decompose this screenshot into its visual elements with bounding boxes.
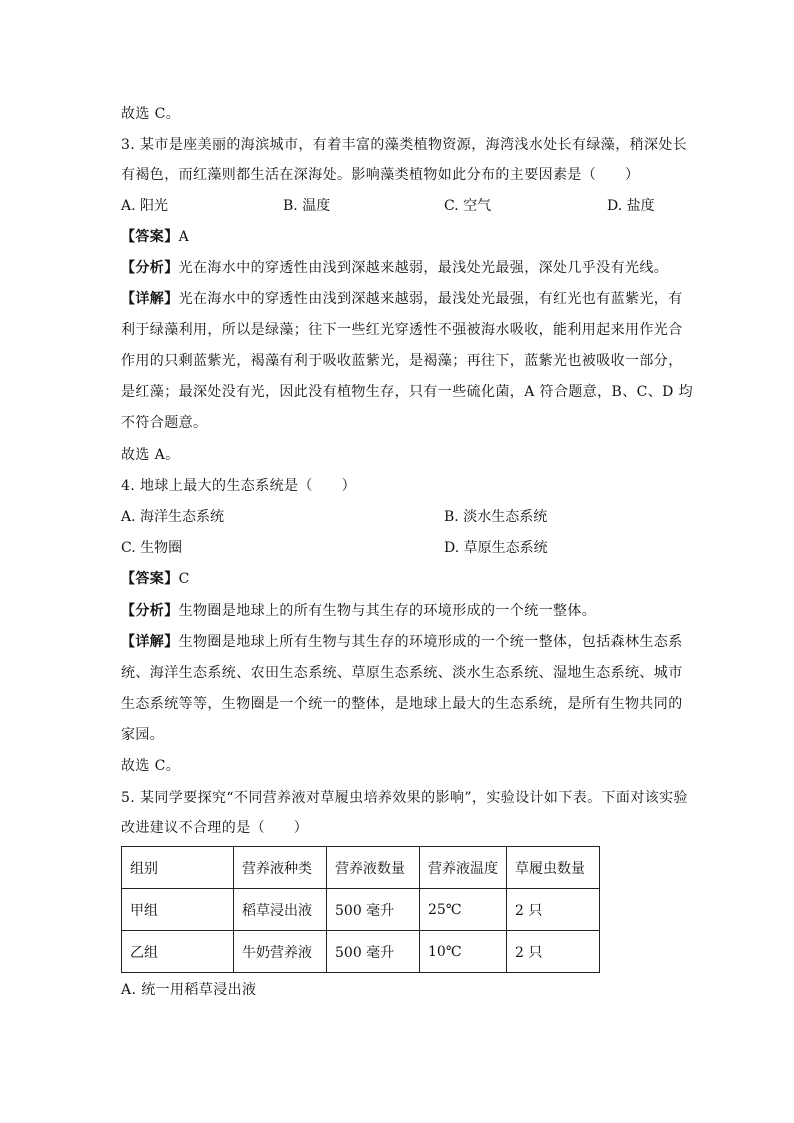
question-5-text-cont: 改进建议不合理的是（ ） — [121, 820, 309, 836]
explanation-text: 光在海水中的穿透性由浅到深越来越弱，最浅处光最强，有红光也有蓝紫光，有 — [178, 291, 683, 307]
explanation-tag: 【详解】 — [121, 291, 179, 307]
q4-option-a: A. 海洋生态系统 — [121, 509, 225, 525]
answer-value: C — [178, 571, 190, 587]
table-header-cell: 营养液温度 — [420, 847, 507, 889]
q3-choice: 故选 A。 — [121, 447, 180, 463]
q3-option-d: D. 盐度 — [607, 198, 655, 214]
analysis-text: 生物圈是地球上的所有生物与其生存的环境形成的一个统一整体。 — [178, 603, 597, 619]
table-header-cell: 营养液数量 — [327, 847, 420, 889]
table-cell: 500 毫升 — [327, 889, 420, 931]
table-header-cell: 草履虫数量 — [507, 847, 600, 889]
question-4-text: 4. 地球上最大的生态系统是（ ） — [121, 478, 357, 494]
explanation-tag: 【详解】 — [121, 634, 179, 650]
q3-answer — [121, 227, 681, 247]
q3-explanation-5: 不符合题意。 — [121, 415, 208, 431]
answer-line: 故选 C。 — [121, 106, 181, 122]
q3-option-b: B. 温度 — [283, 198, 331, 214]
q4-explanation — [121, 632, 681, 652]
table-cell: 乙组 — [122, 931, 234, 973]
table-cell: 稻草浸出液 — [234, 889, 327, 931]
q3-explanation-3: 作用的只剩蓝紫光，褐藻有利于吸收蓝紫光，是褐藻；再往下，蓝紫光也被吸收一部分， — [121, 353, 683, 369]
table-cell: 10℃ — [420, 931, 507, 973]
q3-option-a: A. 阳光 — [121, 198, 169, 214]
table-cell: 25℃ — [420, 889, 507, 931]
table-cell: 牛奶营养液 — [234, 931, 327, 973]
table-row — [122, 889, 600, 931]
analysis-text: 光在海水中的穿透性由浅到深越来越弱，最浅处光最强，深处几乎没有光线。 — [178, 260, 669, 276]
q4-analysis — [121, 601, 681, 621]
q4-choice: 故选 C。 — [121, 758, 181, 774]
question-3-text: 3. 某市是座美丽的海滨城市，有着丰富的藻类植物资源，海湾浅水处长有绿藻，稍深处长 — [121, 137, 688, 153]
table-row — [122, 931, 600, 973]
table-header-row — [122, 847, 600, 889]
table-cell: 500 毫升 — [327, 931, 420, 973]
table-header-cell: 组别 — [122, 847, 234, 889]
table-header-cell: 营养液种类 — [234, 847, 327, 889]
q3-explanation-4: 是红藻；最深处没有光，因此没有植物生存，只有一些硫化菌，A 符合题意，B、C、D 均 — [121, 384, 694, 400]
q4-explanation-2: 统、海洋生态系统、农田生态系统、草原生态系统、淡水生态系统、湿地生态系统、城市 — [121, 665, 683, 681]
q4-explanation-3: 生态系统等等，生物圈是一个统一的整体，是地球上最大的生态系统，是所有生物共同的 — [121, 696, 683, 712]
q4-answer — [121, 569, 681, 589]
q3-explanation-2: 利于绿藻利用，所以是绿藻；往下一些红光穿透性不强被海水吸收，能利用起来用作光合 — [121, 322, 683, 338]
analysis-tag: 【分析】 — [121, 603, 179, 619]
table-cell: 甲组 — [122, 889, 234, 931]
experiment-table — [121, 846, 600, 973]
question-3-text-cont: 有褐色，而红藻则都生活在深海处。影响藻类植物如此分布的主要因素是（ ） — [121, 167, 640, 183]
q3-analysis — [121, 258, 681, 278]
q4-option-d: D. 草原生态系统 — [444, 540, 548, 556]
explanation-text: 生物圈是地球上所有生物与其生存的环境形成的一个统一整体，包括森林生态系 — [178, 634, 683, 650]
analysis-tag: 【分析】 — [121, 260, 179, 276]
q3-option-c: C. 空气 — [444, 198, 492, 214]
answer-tag: 【答案】 — [121, 229, 179, 245]
q4-option-b: B. 淡水生态系统 — [444, 509, 548, 525]
q4-option-c: C. 生物圈 — [121, 540, 183, 556]
answer-tag: 【答案】 — [121, 571, 179, 587]
q4-explanation-4: 家园。 — [121, 727, 165, 743]
table-cell: 2 只 — [507, 931, 600, 973]
q5-option-a: A. 统一用稻草浸出液 — [121, 982, 257, 998]
answer-value: A — [178, 229, 190, 245]
table-cell: 2 只 — [507, 889, 600, 931]
question-5-text: 5. 某同学要探究“不同营养液对草履虫培养效果的影响”，实验设计如下表。下面对该实验 — [121, 790, 688, 806]
q3-explanation — [121, 289, 681, 309]
